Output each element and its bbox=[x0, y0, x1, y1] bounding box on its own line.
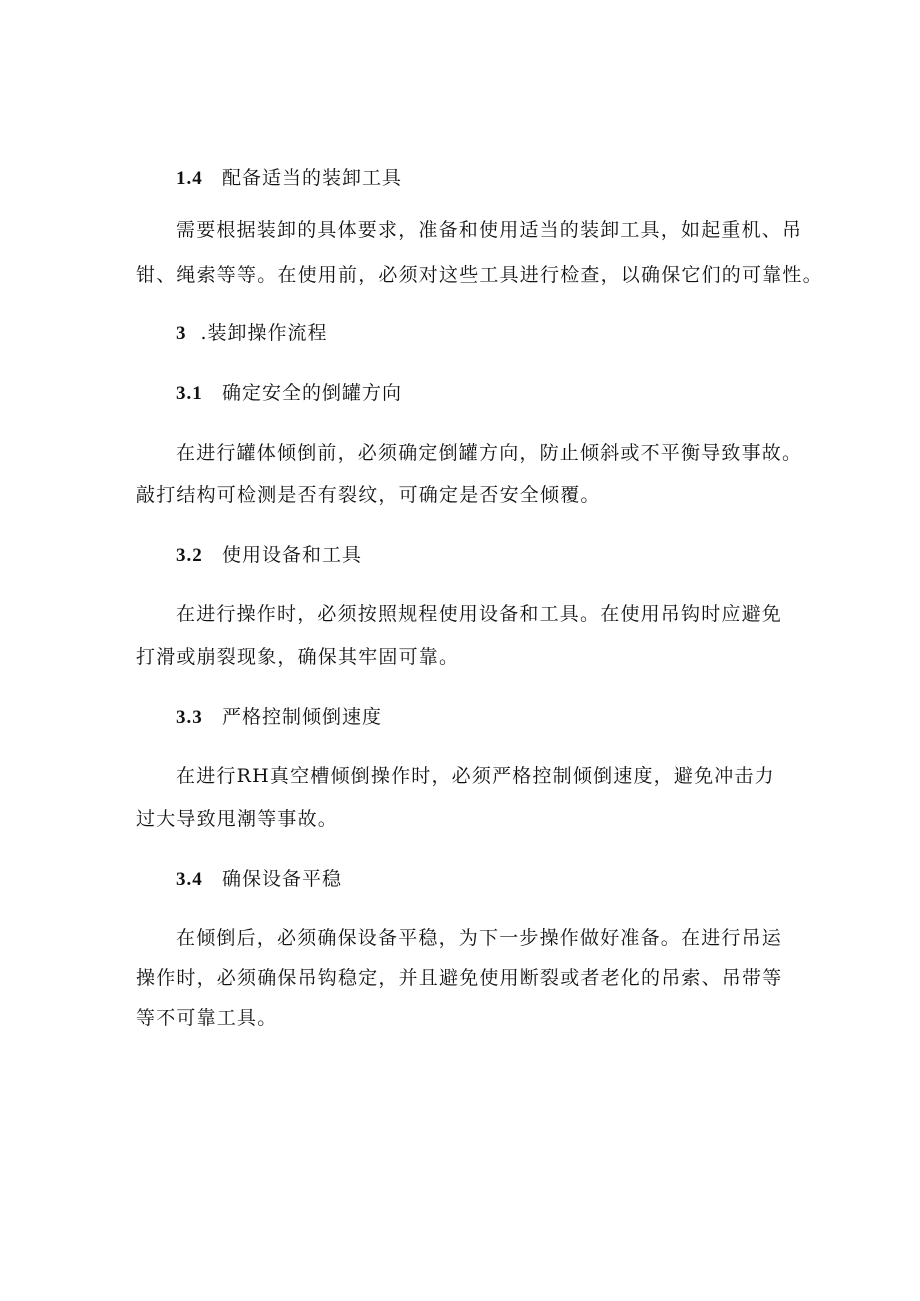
section-heading-3-4 bbox=[176, 867, 342, 892]
paragraph-line: 过大导致甩潮等事故。 bbox=[136, 808, 339, 830]
section-heading-1-4 bbox=[176, 166, 402, 191]
paragraph-line: 敲打结构可检测是否有裂纹，可确定是否安全倾覆。 bbox=[136, 484, 601, 506]
section-heading-3-2 bbox=[176, 543, 362, 568]
section-title: 配备适当的装卸工具 bbox=[222, 167, 403, 189]
section-title: 确定安全的倒罐方向 bbox=[222, 382, 403, 404]
section-number: 1.4 bbox=[176, 168, 203, 189]
paragraph-line: 钳、绳索等等。在使用前，必须对这些工具进行检查，以确保它们的可靠性。 bbox=[136, 264, 823, 286]
section-title: 严格控制倾倒速度 bbox=[222, 706, 383, 728]
paragraph-line: 等不可靠工具。 bbox=[136, 1007, 278, 1029]
section-title: .装卸操作流程 bbox=[200, 322, 328, 344]
paragraph-line: 在进行操作时，必须按照规程使用设备和工具。在使用吊钩时应避免 bbox=[176, 603, 783, 625]
section-number: 3.1 bbox=[176, 383, 203, 404]
section-number: 3.4 bbox=[176, 869, 203, 890]
paragraph-line: 在进行RH真空槽倾倒操作时，必须严格控制倾倒速度，避免冲击力 bbox=[176, 765, 775, 787]
paragraph-line: 打滑或崩裂现象，确保其牢固可靠。 bbox=[136, 646, 460, 668]
section-number: 3.2 bbox=[176, 545, 203, 566]
paragraph-line: 操作时，必须确保吊钩稳定，并且避免使用断裂或者老化的吊索、吊带等 bbox=[136, 967, 783, 989]
section-number: 3.3 bbox=[176, 707, 203, 728]
section-heading-3-3 bbox=[176, 705, 382, 730]
section-title: 确保设备平稳 bbox=[222, 868, 343, 890]
section-heading-3 bbox=[176, 321, 328, 346]
paragraph-line: 在进行罐体倾倒前，必须确定倒罐方向，防止倾斜或不平衡导致事故。 bbox=[176, 442, 803, 464]
section-title: 使用设备和工具 bbox=[222, 544, 363, 566]
section-number: 3 bbox=[176, 323, 187, 344]
paragraph-line: 需要根据装卸的具体要求，准备和使用适当的装卸工具，如起重机、吊 bbox=[176, 219, 803, 241]
section-heading-3-1 bbox=[176, 381, 402, 406]
paragraph-line: 在倾倒后，必须确保设备平稳，为下一步操作做好准备。在进行吊运 bbox=[176, 927, 783, 949]
